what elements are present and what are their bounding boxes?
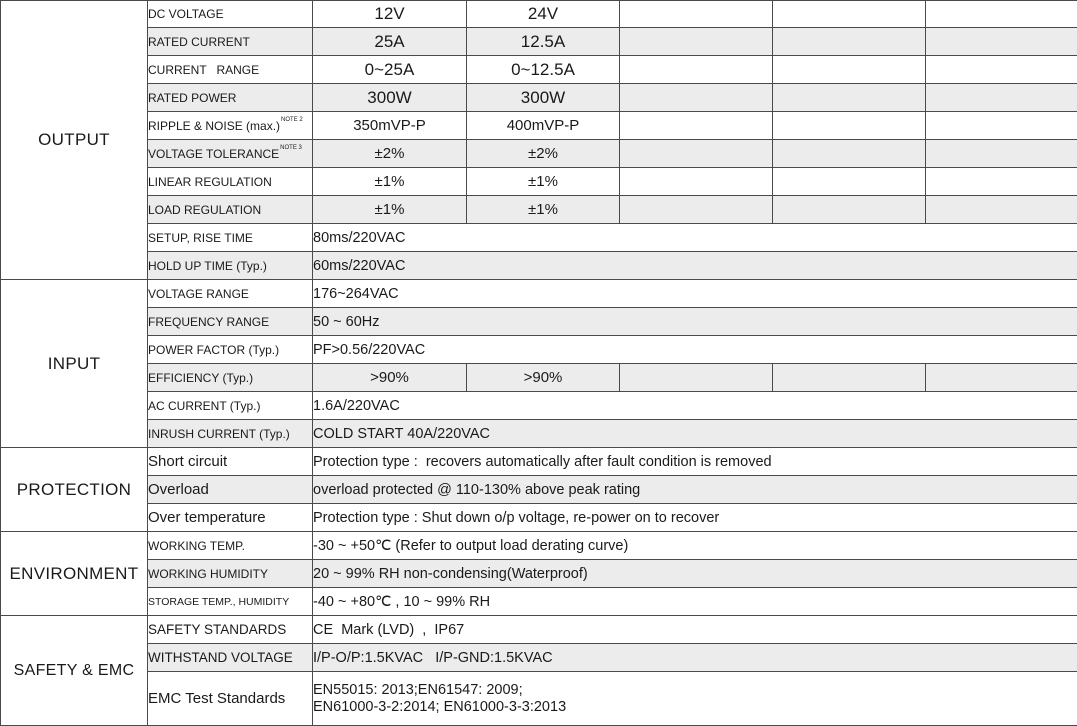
overload-value: overload protected @ 110-130% above peak rating (313, 476, 1077, 504)
ac-current-value: 1.6A/220VAC (313, 392, 1077, 420)
emc-label: EMC Test Standards (148, 672, 313, 726)
load-regulation-label: LOAD REGULATION (148, 196, 313, 224)
rated-power-value-2: 300W (467, 84, 620, 112)
empty-cell (926, 168, 1077, 196)
short-circuit-label: Short circuit (148, 448, 313, 476)
voltage-range-label: VOLTAGE RANGE (148, 280, 313, 308)
hold-up-label: HOLD UP TIME (Typ.) (148, 252, 313, 280)
over-temperature-value: Protection type : Shut down o/p voltage, re-power on to recover (313, 504, 1077, 532)
ac-current-label: AC CURRENT (Typ.) (148, 392, 313, 420)
inrush-current-value: COLD START 40A/220VAC (313, 420, 1077, 448)
empty-cell (620, 56, 773, 84)
withstand-voltage-value: I/P-O/P:1.5KVAC I/P-GND:1.5KVAC (313, 644, 1077, 672)
power-factor-value: PF>0.56/220VAC (313, 336, 1077, 364)
rated-current-label: RATED CURRENT (148, 28, 313, 56)
row-voltage-range (1, 280, 1077, 308)
power-factor-label: POWER FACTOR (Typ.) (148, 336, 313, 364)
efficiency-label: EFFICIENCY (Typ.) (148, 364, 313, 392)
row-withstand-voltage (1, 644, 1077, 672)
voltage-tolerance-label: VOLTAGE TOLERANCE (148, 146, 280, 161)
empty-cell (773, 112, 926, 140)
empty-cell (773, 28, 926, 56)
ripple-noise-value-1: 350mVP-P (313, 112, 467, 140)
load-regulation-value-1: ±1% (313, 196, 467, 224)
row-rated-power (1, 84, 1077, 112)
safety-standards-label: SAFETY STANDARDS (148, 616, 313, 644)
voltage-range-value: 176~264VAC (313, 280, 1077, 308)
section-safety-title: SAFETY & EMC (1, 616, 148, 726)
emc-line-1: EN55015: 2013;EN61547: 2009; (313, 681, 523, 698)
empty-cell (620, 168, 773, 196)
section-input-title: INPUT (1, 280, 148, 448)
row-ac-current (1, 392, 1077, 420)
working-temp-label: WORKING TEMP. (148, 532, 313, 560)
empty-cell (620, 364, 773, 392)
row-power-factor (1, 336, 1077, 364)
row-inrush-current (1, 420, 1077, 448)
withstand-voltage-label: WITHSTAND VOLTAGE (148, 644, 313, 672)
empty-cell (926, 56, 1077, 84)
working-temp-value: -30 ~ +50℃ (Refer to output load derating curve) (313, 532, 1077, 560)
empty-cell (620, 1, 773, 28)
rated-current-value-2: 12.5A (467, 28, 620, 56)
ripple-noise-label: RIPPLE & NOISE (max.) (148, 118, 281, 133)
rated-power-label: RATED POWER (148, 84, 313, 112)
efficiency-value-1: >90% (313, 364, 467, 392)
empty-cell (620, 28, 773, 56)
dc-voltage-label: DC VOLTAGE (148, 1, 313, 28)
current-range-value-1: 0~25A (313, 56, 467, 84)
row-hold-up-time (1, 252, 1077, 280)
empty-cell (926, 364, 1077, 392)
setup-rise-value: 80ms/220VAC (313, 224, 1077, 252)
row-dc-voltage (1, 1, 1077, 28)
over-temperature-label: Over temperature (148, 504, 313, 532)
linear-regulation-label: LINEAR REGULATION (148, 168, 313, 196)
overload-label: Overload (148, 476, 313, 504)
hold-up-value: 60ms/220VAC (313, 252, 1077, 280)
storage-label: STORAGE TEMP., HUMIDITY (148, 588, 313, 616)
section-environment-title: ENVIRONMENT (1, 532, 148, 616)
row-efficiency (1, 364, 1077, 392)
row-load-regulation (1, 196, 1077, 224)
inrush-current-label: INRUSH CURRENT (Typ.) (148, 420, 313, 448)
empty-cell (773, 364, 926, 392)
dc-voltage-value-2: 24V (467, 1, 620, 28)
empty-cell (620, 84, 773, 112)
row-short-circuit (1, 448, 1077, 476)
empty-cell (926, 1, 1077, 28)
empty-cell (620, 140, 773, 168)
empty-cell (773, 84, 926, 112)
ripple-noise-cell (148, 112, 313, 140)
row-voltage-tolerance (1, 140, 1077, 168)
row-storage (1, 588, 1077, 616)
empty-cell (773, 1, 926, 28)
section-protection-title: PROTECTION (1, 448, 148, 532)
frequency-range-label: FREQUENCY RANGE (148, 308, 313, 336)
emc-line-2: EN61000-3-2:2014; EN61000-3-3:2013 (313, 698, 567, 715)
ripple-noise-value-2: 400mVP-P (467, 112, 620, 140)
setup-rise-label: SETUP, RISE TIME (148, 224, 313, 252)
storage-value: -40 ~ +80℃ , 10 ~ 99% RH (313, 588, 1077, 616)
empty-cell (773, 168, 926, 196)
row-frequency-range (1, 308, 1077, 336)
efficiency-value-2: >90% (467, 364, 620, 392)
row-over-temperature (1, 504, 1077, 532)
rated-power-value-1: 300W (313, 84, 467, 112)
frequency-range-value: 50 ~ 60Hz (313, 308, 1077, 336)
voltage-tolerance-value-1: ±2% (313, 140, 467, 168)
row-overload (1, 476, 1077, 504)
row-setup-rise-time (1, 224, 1077, 252)
dc-voltage-value-1: 12V (313, 1, 467, 28)
empty-cell (773, 196, 926, 224)
row-working-temp (1, 532, 1077, 560)
row-working-humidity (1, 560, 1077, 588)
row-current-range (1, 56, 1077, 84)
current-range-value-2: 0~12.5A (467, 56, 620, 84)
section-output-title: OUTPUT (1, 1, 148, 280)
empty-cell (926, 196, 1077, 224)
row-linear-regulation (1, 168, 1077, 196)
working-humidity-label: WORKING HUMIDITY (148, 560, 313, 588)
empty-cell (773, 140, 926, 168)
voltage-tolerance-cell (148, 140, 313, 168)
linear-regulation-value-2: ±1% (467, 168, 620, 196)
voltage-tolerance-value-2: ±2% (467, 140, 620, 168)
linear-regulation-value-1: ±1% (313, 168, 467, 196)
empty-cell (926, 84, 1077, 112)
empty-cell (773, 56, 926, 84)
row-emc-test-standards (1, 672, 1077, 726)
short-circuit-value: Protection type : recovers automatically after fault condition is removed (313, 448, 1077, 476)
ripple-noise-note: NOTE 2 (281, 116, 303, 123)
empty-cell (926, 140, 1077, 168)
voltage-tolerance-note: NOTE 3 (280, 144, 302, 151)
emc-value (313, 672, 1077, 726)
row-safety-standards (1, 616, 1077, 644)
row-ripple-noise (1, 112, 1077, 140)
current-range-label: CURRENT RANGE (148, 56, 313, 84)
empty-cell (926, 28, 1077, 56)
rated-current-value-1: 25A (313, 28, 467, 56)
working-humidity-value: 20 ~ 99% RH non-condensing(Waterproof) (313, 560, 1077, 588)
row-rated-current (1, 28, 1077, 56)
empty-cell (926, 112, 1077, 140)
safety-standards-value: CE Mark (LVD) , IP67 (313, 616, 1077, 644)
load-regulation-value-2: ±1% (467, 196, 620, 224)
empty-cell (620, 196, 773, 224)
empty-cell (620, 112, 773, 140)
